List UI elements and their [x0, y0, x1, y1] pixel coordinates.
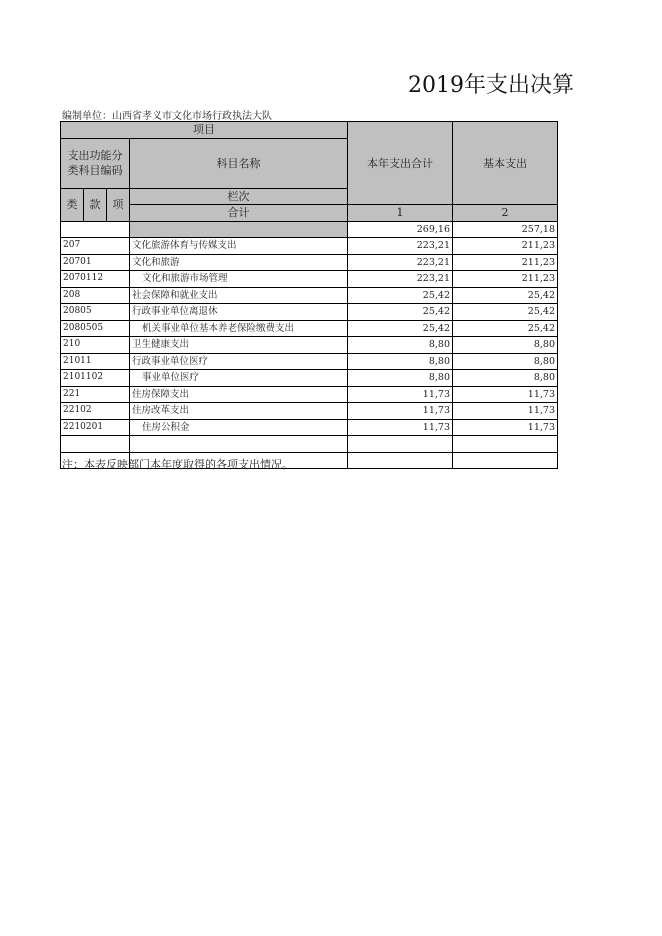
row-basic: 211,23: [453, 271, 558, 288]
header-col1: 1: [348, 205, 453, 222]
expenditure-table: [60, 121, 558, 469]
row-subject-name: 社会保障和就业支出: [130, 287, 348, 304]
empty-cell: [453, 436, 558, 453]
table-row: [61, 287, 558, 304]
row-annual-total: 25,42: [348, 304, 453, 321]
row-code: 210: [61, 337, 130, 354]
table-row: [61, 271, 558, 288]
row-basic: 25,42: [453, 287, 558, 304]
report-title: 2019年支出决算: [408, 73, 574, 98]
compiling-unit: 编制单位：山西省孝义市文化市场行政执法大队: [62, 111, 272, 122]
header-func-code: 支出功能分类科目编码: [61, 138, 130, 188]
row-code: 2080505: [61, 320, 130, 337]
row-code: 20701: [61, 254, 130, 271]
row-code: 2210201: [61, 419, 130, 436]
row-code: 20805: [61, 304, 130, 321]
header-subject-name: 科目名称: [130, 138, 348, 188]
empty-cell: [348, 452, 453, 469]
row-subject-name: 事业单位医疗: [130, 370, 348, 387]
row-subject-name: 行政事业单位医疗: [130, 353, 348, 370]
header-lei: 类: [61, 188, 84, 221]
total-basic: 257,18: [453, 221, 558, 238]
header-project: 项目: [61, 122, 348, 139]
table-row: [61, 254, 558, 271]
empty-cell: [348, 436, 453, 453]
row-subject-name: 住房改革支出: [130, 403, 348, 420]
empty-cell: [61, 436, 130, 453]
table-row: [61, 386, 558, 403]
row-code: 22102: [61, 403, 130, 420]
row-annual-total: 8,80: [348, 370, 453, 387]
row-basic: 25,42: [453, 304, 558, 321]
row-subject-name: 卫生健康支出: [130, 337, 348, 354]
row-annual-total: 11,73: [348, 386, 453, 403]
header-kuan: 款: [84, 188, 107, 221]
row-basic: 8,80: [453, 353, 558, 370]
total-label-spacer: [130, 221, 348, 238]
row-code: 2070112: [61, 271, 130, 288]
table-row: [61, 370, 558, 387]
row-subject-name: 文化旅游体育与传媒支出: [130, 238, 348, 255]
table-row: [61, 320, 558, 337]
row-basic: 11,73: [453, 386, 558, 403]
row-code: 21011: [61, 353, 130, 370]
row-annual-total: 223,21: [348, 238, 453, 255]
row-annual-total: 25,42: [348, 287, 453, 304]
row-subject-name: 文化和旅游: [130, 254, 348, 271]
row-code: 207: [61, 238, 130, 255]
empty-cell: [453, 452, 558, 469]
row-code: 221: [61, 386, 130, 403]
row-code: 2101102: [61, 370, 130, 387]
row-annual-total: 25,42: [348, 320, 453, 337]
row-code: 208: [61, 287, 130, 304]
table-row: [61, 419, 558, 436]
row-basic: 8,80: [453, 370, 558, 387]
table-row: [61, 304, 558, 321]
row-annual-total: 11,73: [348, 419, 453, 436]
row-basic: 211,23: [453, 238, 558, 255]
row-basic: 25,42: [453, 320, 558, 337]
row-basic: 11,73: [453, 419, 558, 436]
row-basic: 8,80: [453, 337, 558, 354]
row-annual-total: 8,80: [348, 337, 453, 354]
header-xiang: 项: [107, 188, 130, 221]
header-lanci: 栏次: [130, 188, 348, 205]
table-row: [61, 238, 558, 255]
table-row: [61, 403, 558, 420]
row-subject-name: 机关事业单位基本养老保险缴费支出: [130, 320, 348, 337]
total-annual: 269,16: [348, 221, 453, 238]
row-annual-total: 223,21: [348, 271, 453, 288]
row-subject-name: 住房保障支出: [130, 386, 348, 403]
total-code-cell: [61, 221, 130, 238]
empty-cell: [130, 436, 348, 453]
row-annual-total: 223,21: [348, 254, 453, 271]
footnote: 注：本表反映部门本年度取得的各项支出情况。: [62, 458, 293, 471]
header-basic: 基本支出: [453, 122, 558, 205]
row-subject-name: 文化和旅游市场管理: [130, 271, 348, 288]
row-annual-total: 11,73: [348, 403, 453, 420]
table-row: [61, 353, 558, 370]
header-annual-total: 本年支出合计: [348, 122, 453, 205]
row-annual-total: 8,80: [348, 353, 453, 370]
header-col2: 2: [453, 205, 558, 222]
row-basic: 11,73: [453, 403, 558, 420]
row-subject-name: 行政事业单位离退休: [130, 304, 348, 321]
row-basic: 211,23: [453, 254, 558, 271]
table-row: [61, 337, 558, 354]
row-subject-name: 住房公积金: [130, 419, 348, 436]
header-heji: 合计: [130, 205, 348, 222]
